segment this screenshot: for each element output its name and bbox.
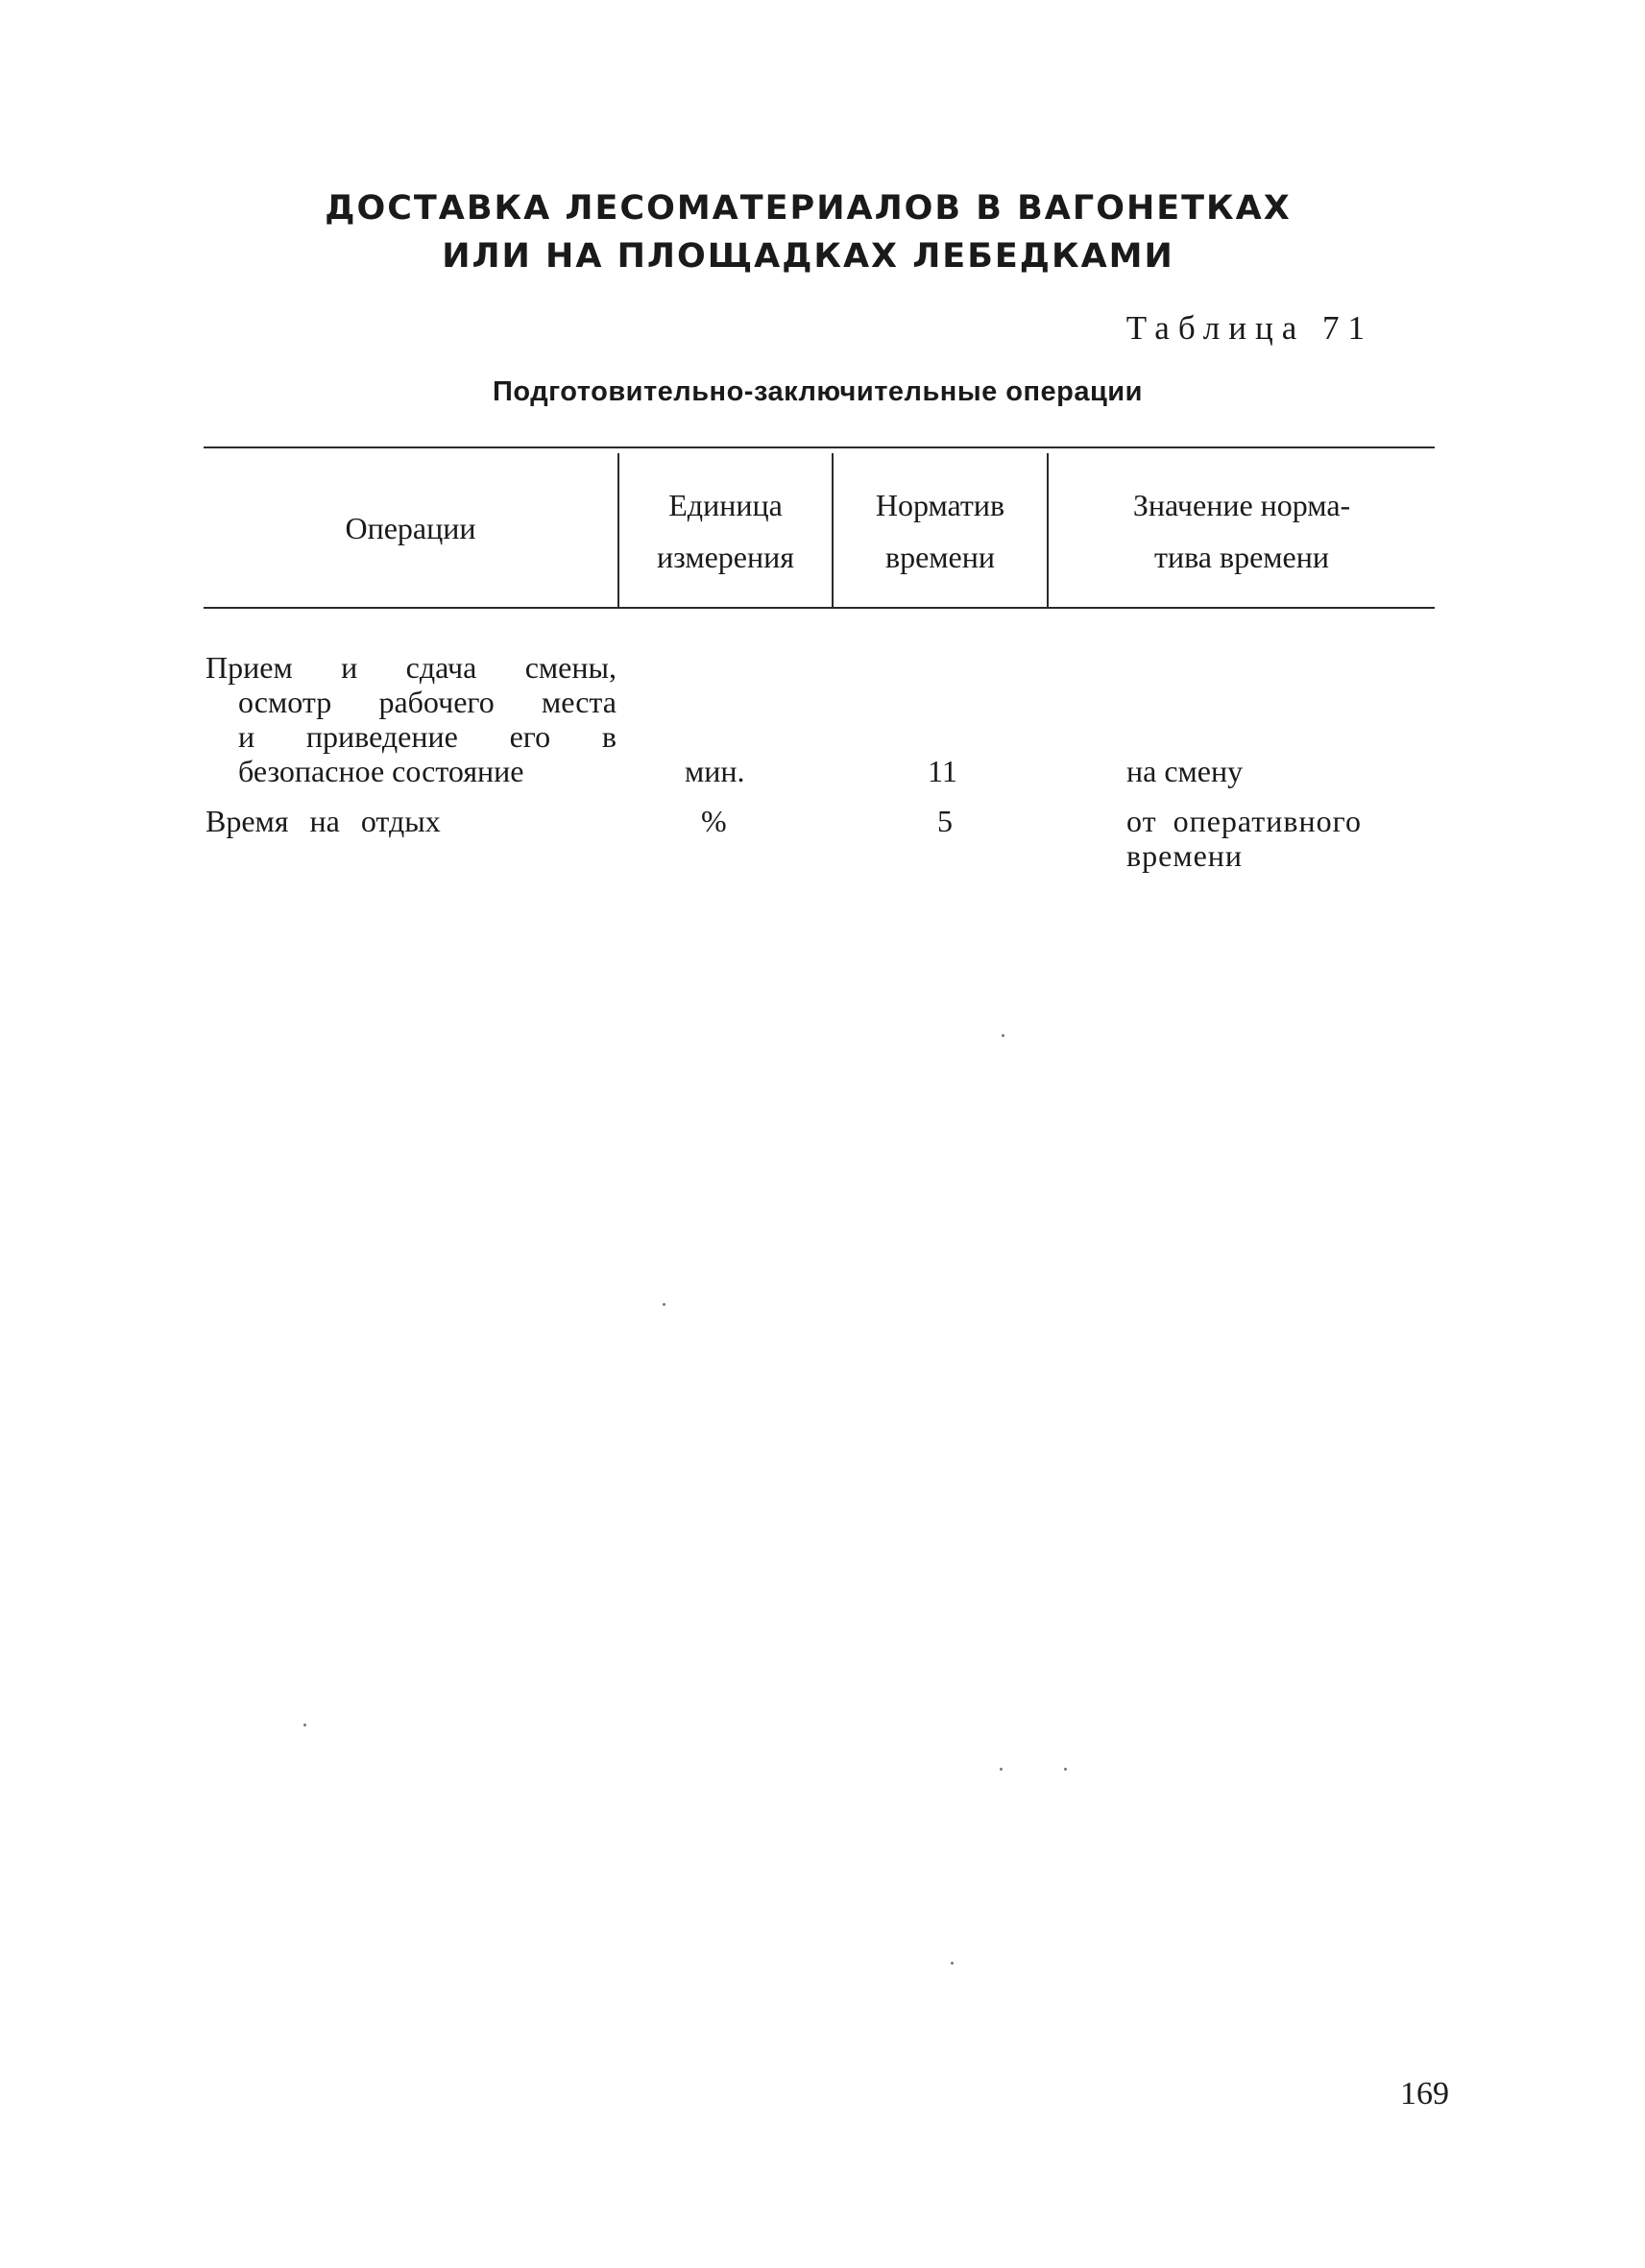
header-operations: Операции [345, 511, 476, 545]
row-1-unit: мин. [685, 754, 745, 788]
row-2-norm: 5 [937, 804, 953, 838]
row-2-value-line-1: от оперативного [1126, 804, 1362, 838]
header-unit-line-2: измерения [657, 540, 794, 574]
row-2-unit: % [701, 804, 727, 838]
scan-speck [951, 1962, 954, 1965]
header-value-line-1: Значение норма- [1132, 488, 1351, 522]
table-caption: Подготовительно-заключительные операции [493, 376, 1143, 407]
header-norm [834, 479, 1047, 583]
row-2-operation: Время на отдых [206, 804, 441, 838]
scan-speck [663, 1303, 665, 1306]
row-2-value [1126, 804, 1362, 873]
table-header-bottom-rule [204, 607, 1435, 609]
row-1-value: на смену [1126, 754, 1244, 788]
row-1-operation-line-2: осмотр рабочего места [238, 685, 617, 719]
header-norm-line-2: времени [884, 540, 995, 574]
section-title [0, 184, 1645, 280]
row-1-operation-line-3: и приведение его в [238, 719, 617, 754]
row-1-norm: 11 [928, 754, 957, 788]
row-1-operation-line-4: безопасное состояние [238, 754, 524, 788]
section-title-line-2: ИЛИ НА ПЛОЩАДКАХ ЛЕБЕДКАМИ [442, 237, 1174, 276]
page-number: 169 [1400, 2076, 1449, 2111]
header-unit [619, 479, 832, 583]
header-value [1049, 479, 1435, 583]
header-value-line-2: тива времени [1153, 540, 1329, 574]
row-1-operation-line-1: Прием и сдача смены, [206, 650, 617, 685]
scan-speck [1064, 1768, 1067, 1771]
section-title-line-1: ДОСТАВКА ЛЕСОМАТЕРИАЛОВ В ВАГОНЕТКАХ [325, 189, 1292, 228]
header-norm-line-1: Норматив [875, 488, 1005, 522]
scan-speck [303, 1724, 306, 1726]
row-2-value-line-2: времени [1126, 838, 1244, 873]
table-number: Таблица 71 [1125, 309, 1373, 347]
scan-speck [1000, 1768, 1003, 1771]
scan-speck [1002, 1034, 1004, 1037]
header-unit-line-1: Единица [668, 488, 783, 522]
table-row [206, 650, 617, 788]
table-top-rule [204, 446, 1435, 448]
